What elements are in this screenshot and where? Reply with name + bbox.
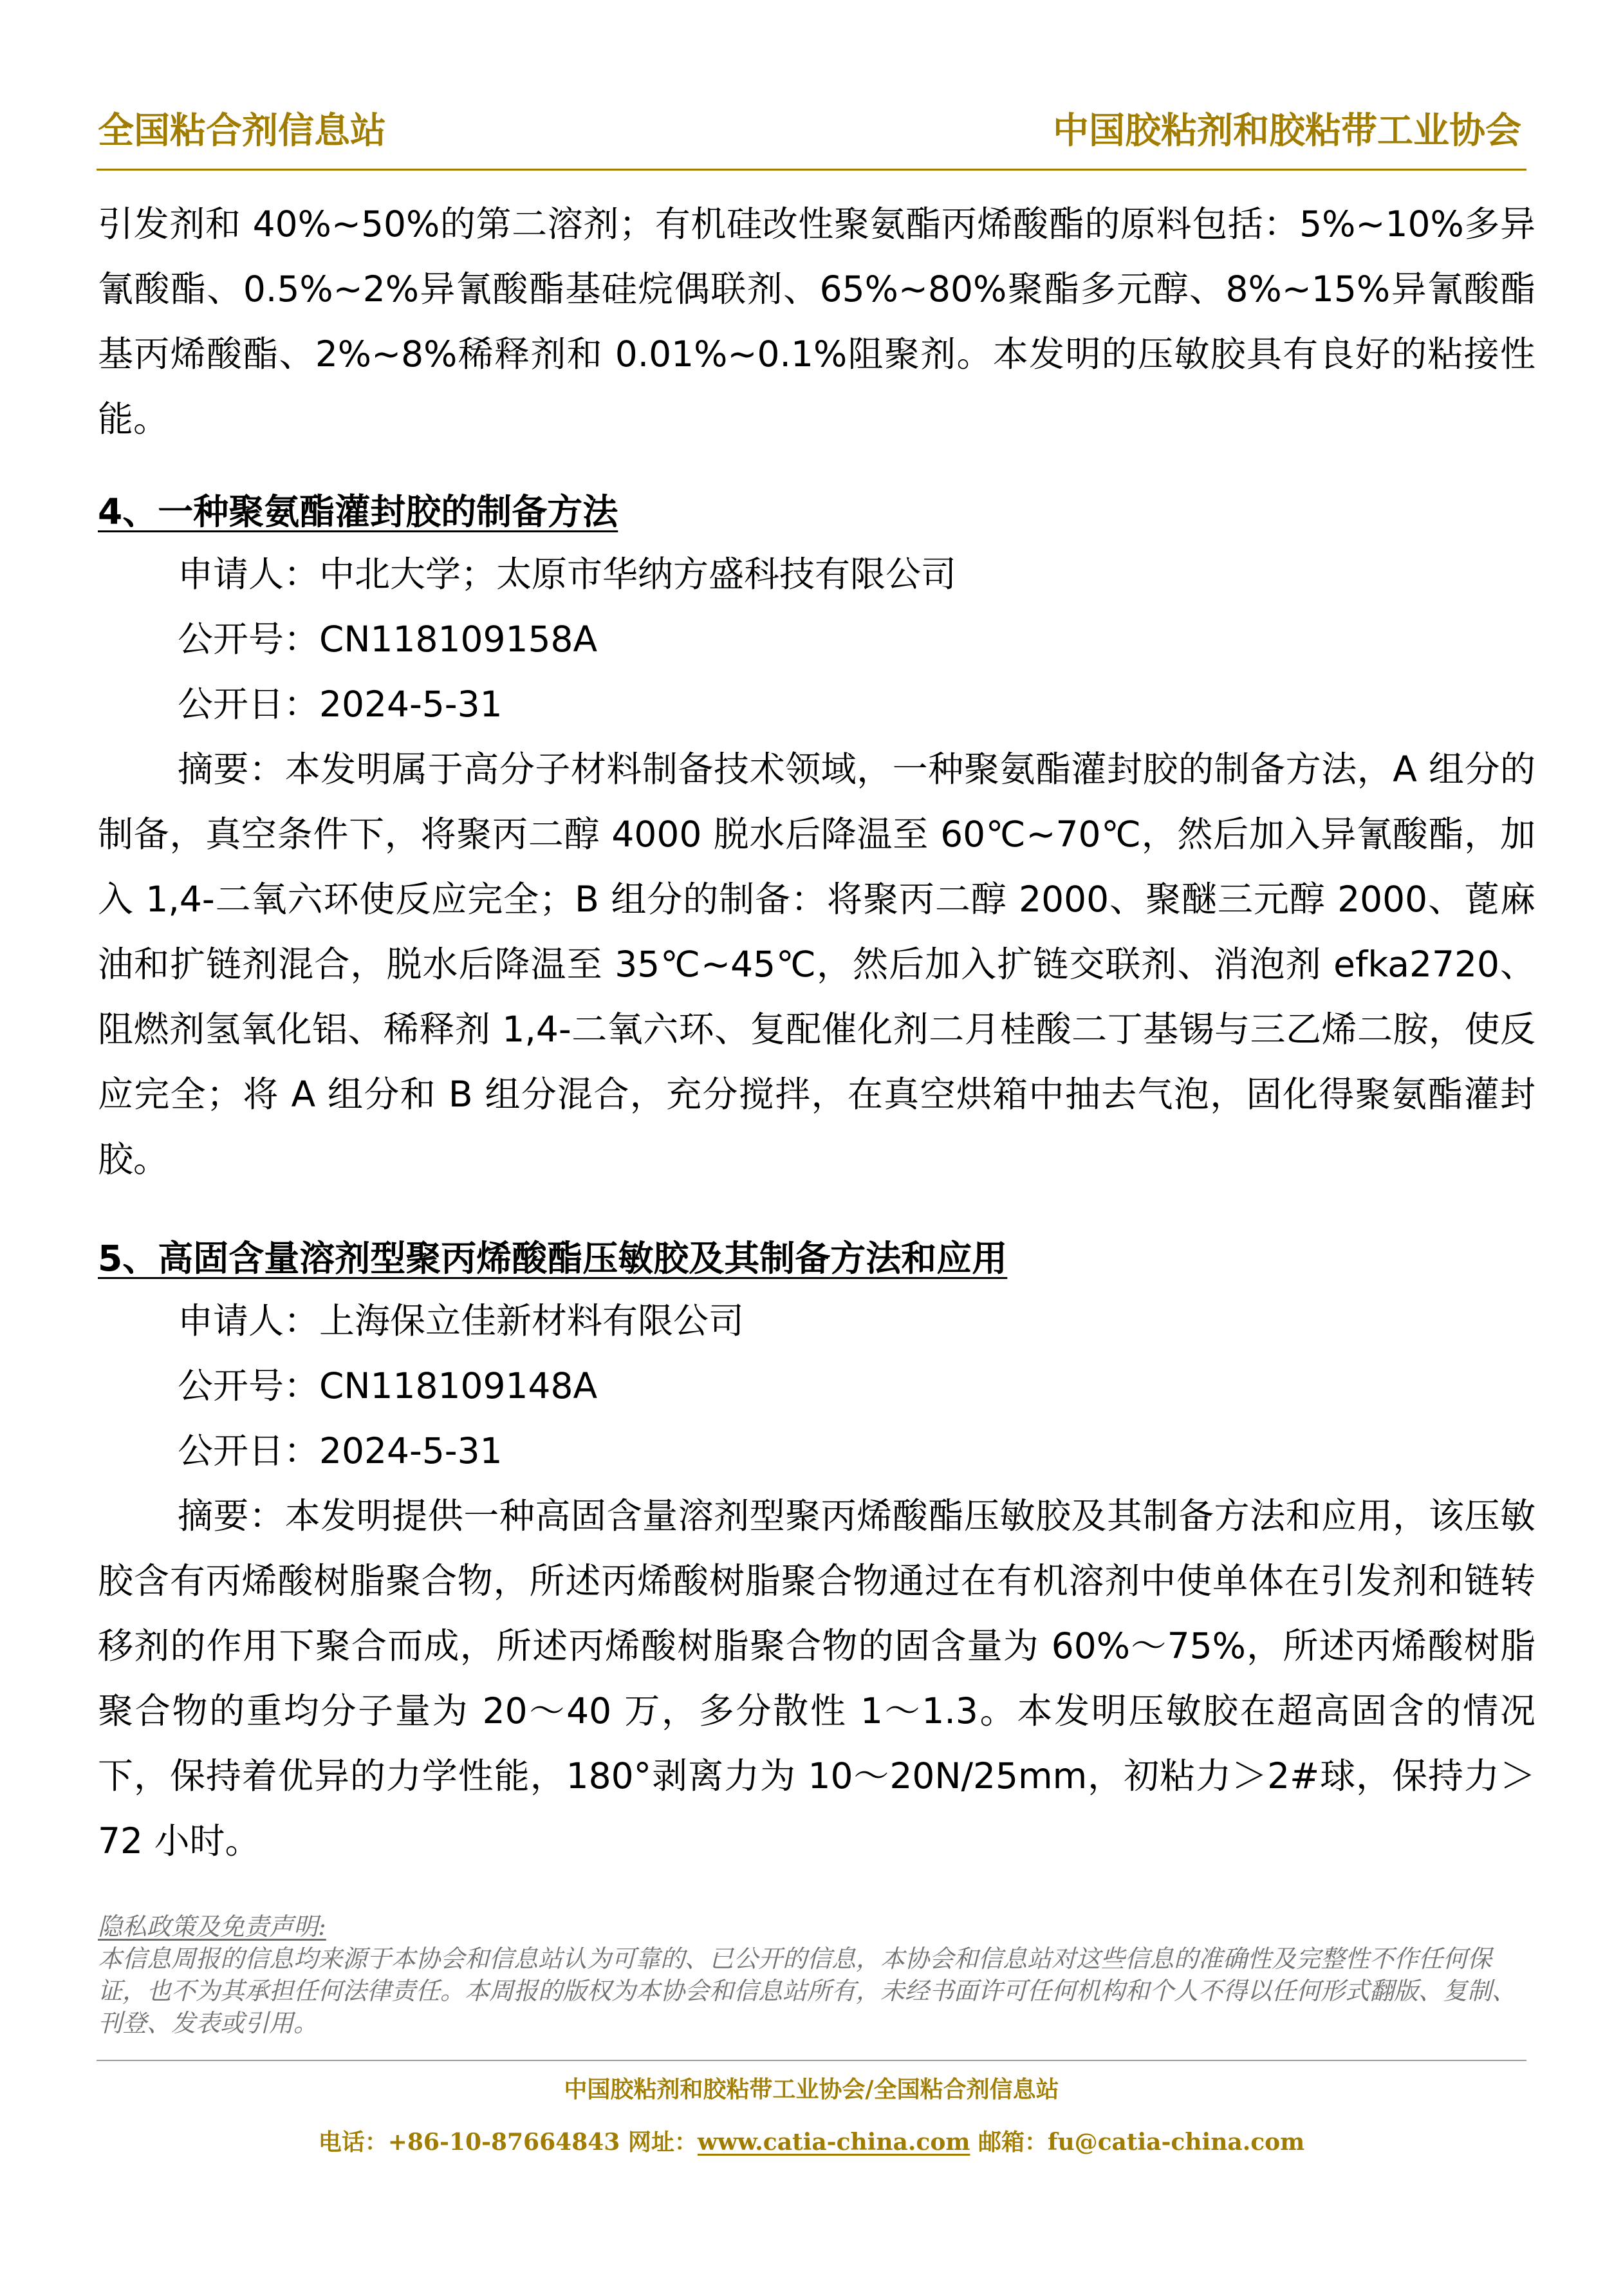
footer-contact — [0, 2124, 1623, 2157]
header-site-name: 全国粘合剂信息站 — [98, 110, 386, 152]
section-4-abstract: 摘要：本发明属于高分子材料制备技术领域，一种聚氨酯灌封胶的制备方法，A 组分的制备，真空条件下，将聚丙二醇 4000 脱水后降温至 60℃~70℃，然后加入异氰酸酯，加入 1,4-二氧六环使反应完全；B 组分的制备：将聚丙二醇 2000、聚醚三元醇 2000、蓖麻油和扩链剂混合，脱水后降温至 35℃~45℃，然后加入扩链交联剂、消泡剂 efka2720、阻燃剂氢氧化铝、稀释剂 1,4-二氧六环、复配催化剂二月桂酸二丁基锡与三乙烯二胺，使反应完全；将 A 组分和 B 组分混合，充分搅拌，在真空烘箱中抽去气泡，固化得聚氨酯灌封胶。 — [98, 749, 1535, 1180]
disclaimer — [98, 1910, 1535, 2039]
section-4-applicant: 申请人：中北大学；太原市华纳方盛科技有限公司 — [178, 554, 957, 595]
section-5-abstract: 摘要：本发明提供一种高固含量溶剂型聚丙烯酸酯压敏胶及其制备方法和应用，该压敏胶含有丙烯酸树脂聚合物，所述丙烯酸树脂聚合物通过在有机溶剂中使单体在引发剂和链转移剂的作用下聚合而成，所述丙烯酸树脂聚合物的固含量为 60%～75%，所述丙烯酸树脂聚合物的重均分子量为 20～40 万，多分散性 1～1.3。本发明压敏胶在超高固含的情况下，保持着优异的力学性能，180°剥离力为 10～20N/25mm，初粘力＞2#球，保持力＞72 小时。 — [98, 1495, 1535, 1862]
footer-website-link[interactable]: www.catia-china.com — [697, 2129, 970, 2156]
header-association-name: 中国胶粘剂和胶粘带工业协会 — [1053, 110, 1521, 152]
section-5-title: 5、高固含量溶剂型聚丙烯酸酯压敏胶及其制备方法和应用 — [98, 1238, 1008, 1279]
intro-paragraph: 引发剂和 40%~50%的第二溶剂；有机硅改性聚氨酯丙烯酸酯的原料包括：5%~10%多异氰酸酯、0.5%~2%异氰酸酯基硅烷偶联剂、65%~80%聚酯多元醇、8%~15%异氰酸酯基丙烯酸酯、2%~8%稀释剂和 0.01%~0.1%阻聚剂。本发明的压敏胶具有良好的粘接性能。 — [98, 203, 1535, 440]
section-5-publication-date: 公开日：2024-5-31 — [178, 1430, 503, 1471]
section-5-publication-number: 公开号：CN118109148A — [178, 1365, 598, 1406]
header-divider — [97, 169, 1526, 171]
section-4-publication-date: 公开日：2024-5-31 — [178, 684, 503, 725]
footer-organization: 中国胶粘剂和胶粘带工业协会/全国粘合剂信息站 — [564, 2076, 1059, 2103]
section-5-applicant: 申请人：上海保立佳新材料有限公司 — [178, 1300, 745, 1341]
disclaimer-title: 隐私政策及免责声明: — [98, 1912, 326, 1941]
footer-divider — [97, 2060, 1526, 2061]
section-4-title: 4、一种聚氨酯灌封胶的制备方法 — [98, 491, 618, 532]
footer-email: 邮箱：fu@catia-china.com — [970, 2129, 1305, 2156]
disclaimer-text: 本信息周报的信息均来源于本协会和信息站认为可靠的、已公开的信息，本协会和信息站对这些信息的准确性及完整性不作任何保证，也不为其承担任何法律责任。本周报的版权为本协会和信息站所有，未经书面许可任何机构和个人不得以任何形式翻版、复制、刊登、发表或引用。 — [98, 1945, 1517, 2037]
footer-phone: 电话：+86-10-87664843 网址： — [318, 2129, 698, 2156]
section-4-publication-number: 公开号：CN118109158A — [178, 619, 598, 660]
